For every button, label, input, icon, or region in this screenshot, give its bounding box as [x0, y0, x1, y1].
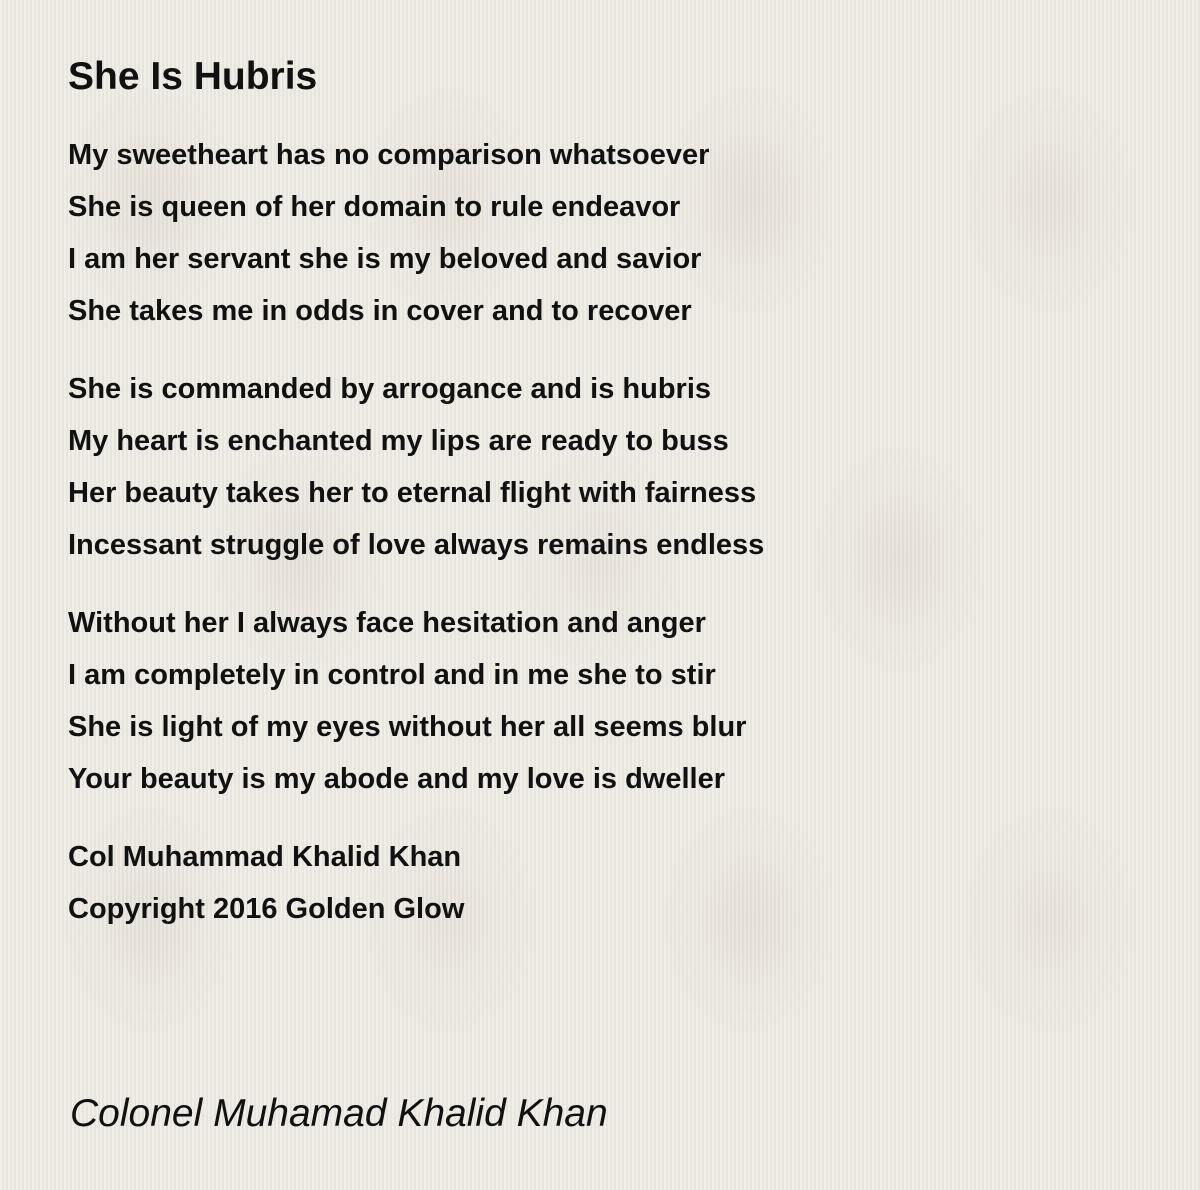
stanza-3 [68, 597, 1148, 805]
poem-line: She is queen of her domain to rule endeavor [68, 191, 681, 223]
stanza-1 [68, 129, 1148, 337]
poem-card [68, 52, 1148, 987]
poem-line: She takes me in odds in cover and to recover [68, 295, 692, 327]
poem-line: She is light of my eyes without her all seems blur [68, 711, 747, 743]
stanza-2 [68, 363, 1148, 571]
poem-line: My sweetheart has no comparison whatsoever [68, 139, 710, 171]
author-name: Col Muhammad Khalid Khan [68, 841, 462, 873]
poem-line: Incessant struggle of love always remains endless [68, 529, 765, 561]
author-block [68, 831, 1148, 935]
poem-title: She Is Hubris [68, 55, 318, 98]
copyright-line: Copyright 2016 Golden Glow [68, 893, 465, 925]
poem-line: I am her servant she is my beloved and savior [68, 243, 702, 275]
author-signature: Colonel Muhamad Khalid Khan [70, 1092, 608, 1135]
poem-line: Your beauty is my abode and my love is dweller [68, 763, 726, 795]
poem-line: I am completely in control and in me she to stir [68, 659, 716, 691]
poem-line: My heart is enchanted my lips are ready to buss [68, 425, 729, 457]
poem-line: She is commanded by arrogance and is hubris [68, 373, 712, 405]
poem-line: Without her I always face hesitation and anger [68, 607, 706, 639]
poem-body [68, 129, 1148, 935]
poem-line: Her beauty takes her to eternal flight with fairness [68, 477, 757, 509]
